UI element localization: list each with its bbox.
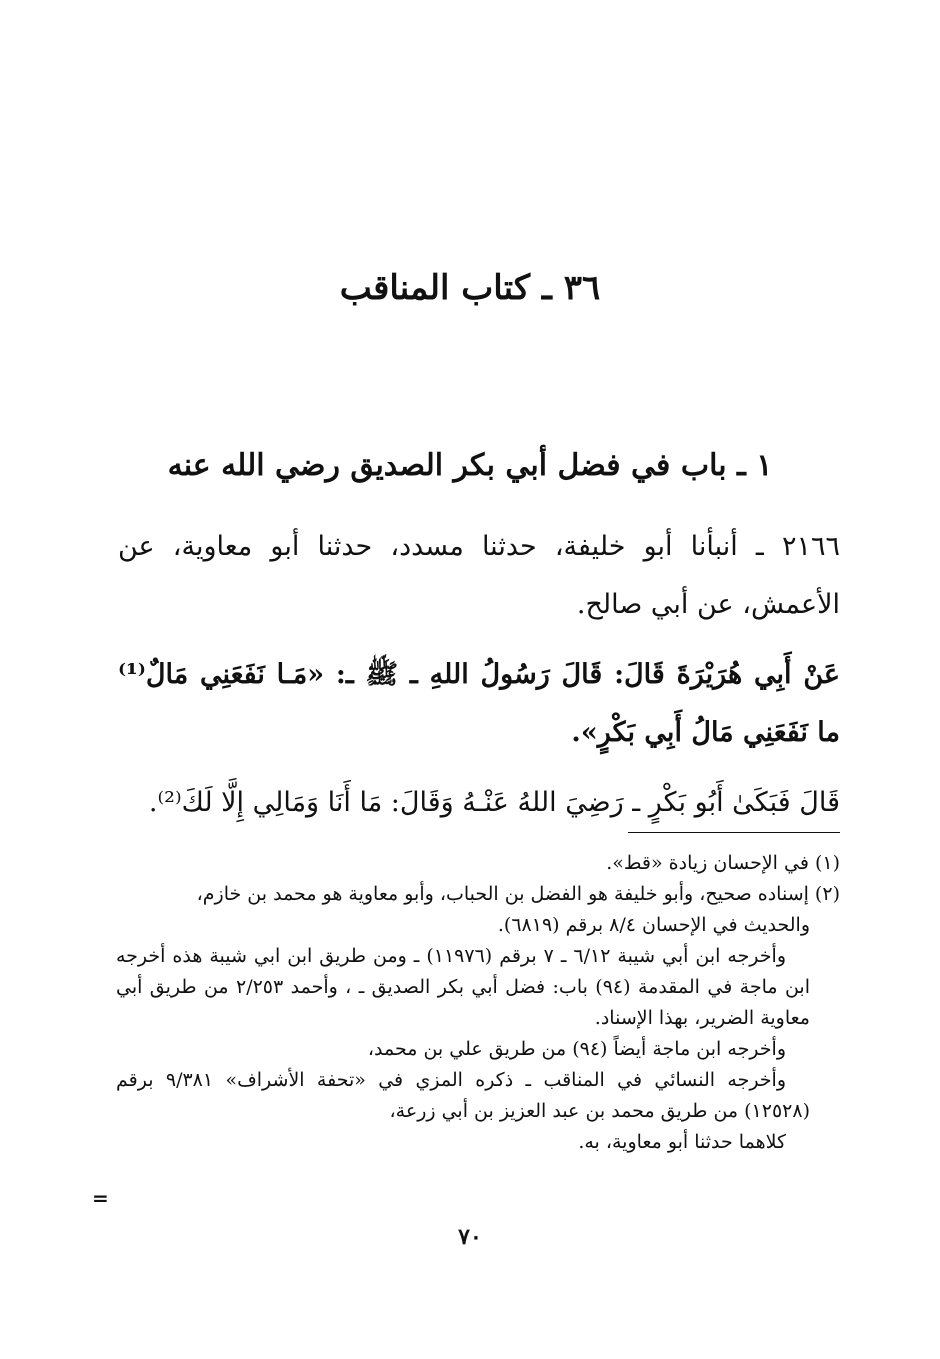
chapter-title: ١ ـ باب في فضل أبي بكر الصديق رضي الله عنه (167, 448, 773, 483)
footnote-2-paragraph-2: وأخرجه ابن أبي شيبة ٦/١٢ ـ ٧ برقم (١١٩٧٦) ـ ومن طريق ابن ابي شيبة هذه أخرجه ابن ماجة في المقدمة (٩٤) باب: فضل أبي بكر الصديق ـ ، وأحمد ٢/٢٥٣ من طريق أبي معاوية الضرير، بهذا الإسناد. (116, 945, 810, 1029)
continuation-mark: = (92, 1186, 109, 1210)
response-paragraph: قَالَ فَبَكَىٰ أَبُو بَكْرٍ ـ رَضِيَ اللهُ عَنْـهُ وَقَالَ: مَا أَنَا وَمَالِي إِلَّا لَكَ⁽²⁾. (148, 787, 840, 818)
isnad-paragraph: ٢١٦٦ ـ أنبأنا أبو خليفة، حدثنا مسدد، حدثنا أبو معاوية، عن الأعمش، عن أبي صالح. (118, 531, 840, 620)
footnote-2-paragraph-5: كلاهما حدثنا أبو معاوية، به. (578, 1131, 786, 1153)
hadith-paragraph: عَنْ أَبِي هُرَيْرَةَ قَالَ: قَالَ رَسُولُ اللهِ ـ ﷺ ـ: «مَـا نَفَعَنِي مَالٌ⁽¹⁾ ما نَفَعَنِي مَالُ أَبِي بَكْرٍ». (118, 659, 840, 748)
footnote-1: (١) في الإحسان زيادة «قط». (606, 852, 840, 874)
footnote-separator (628, 832, 840, 833)
footnote-2-line-1: (٢) إسناده صحيح، وأبو خليفة هو الفضل بن الحباب، وأبو معاوية هو محمد بن خازم، (196, 883, 840, 905)
footnote-2-paragraph-4: وأخرجه النسائي في المناقب ـ ذكره المزي في «تحفة الأشراف» ٩/٣٨١ برقم (١٢٥٢٨) من طريق محمد بن عبد العزيز بن أبي زرعة، (116, 1069, 810, 1122)
footnotes (116, 848, 840, 1158)
book-title: ٣٦ ـ كتاب المناقب (339, 268, 601, 308)
footnote-2-paragraph-3: وأخرجه ابن ماجة أيضاً (٩٤) من طريق علي بن محمد، (367, 1038, 786, 1060)
main-text (118, 518, 840, 844)
footnote-2-line-2: والحديث في الإحسان ٨/٤ برقم (٦٨١٩). (497, 914, 810, 936)
page-number: ٧٠ (458, 1224, 482, 1250)
